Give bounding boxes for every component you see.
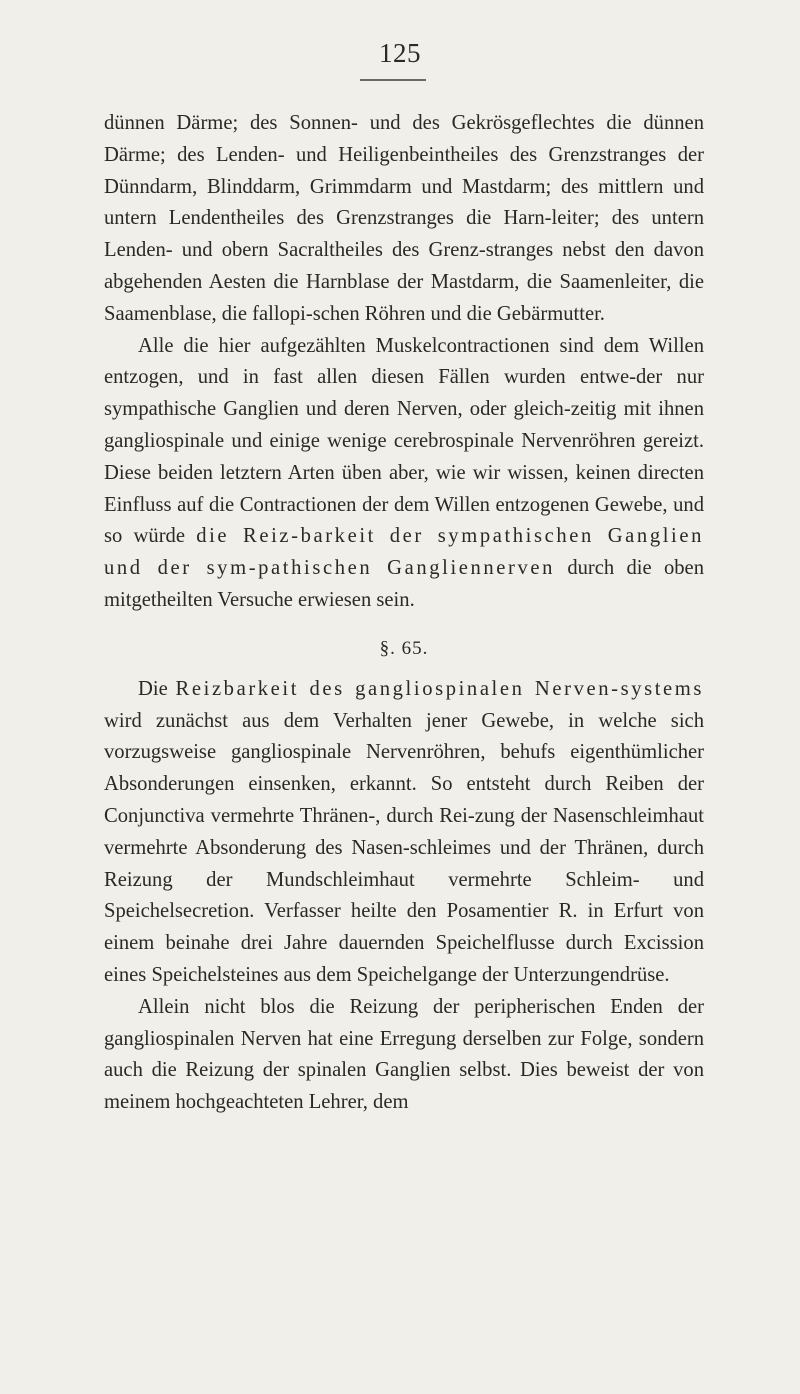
paragraph-2-emphasis: die Reiz-barkeit der sympathischen Ganglien und der sym-pathischen Gangliennerven xyxy=(104,525,704,580)
page-number: 125 xyxy=(379,38,421,68)
paragraph-2 xyxy=(104,331,704,617)
paragraph-2-text-b: durch die oben mitgetheilten Versuche erwiesen sein. xyxy=(104,557,704,611)
page-number-underline xyxy=(360,79,426,81)
paragraph-1: dünnen Därme; des Sonnen- und des Gekrösgeflechtes die dünnen Därme; des Lenden- und Heiligenbeintheiles des Grenzstranges der Dünndarm, Blinddarm, Grimmdarm und Mastdarm; des mittlern und untern Lendentheiles des Grenzstranges die Harn-leiter; des untern Lenden- und obern Sacraltheiles des Grenz-stranges nebst den davon abgehenden Aesten die Harnblase der Mastdarm, die Saamenleiter, die Saamenblase, die fallopi-schen Röhren und die Gebärmutter. xyxy=(104,112,704,325)
paragraph-3 xyxy=(104,674,704,992)
body-text xyxy=(104,108,704,1119)
section-heading: §. 65. xyxy=(379,637,429,659)
paragraph-3-text-b: wird zunächst aus dem Verhalten jener Gewebe, in welche sich vorzugsweise gangliospinale Nervenröhren, behufs eigenthümlicher Absonderungen einsenken, erkannt. So entsteht durch Reiben der Conjunctiva vermehrte Thränen-, durch Rei-zung der Nasenschleimhaut vermehrte Absonderung des Nasen-schleimes und der Thränen, durch Reizung der Mundschleimhaut vermehrte Schleim- und Speichelsecretion. Verfasser heilte den Posamentier R. in Erfurt von einem beinahe drei Jahre dauernden Speichelflusse durch Excission eines Speichelsteines aus dem Speichelgange der Unterzungendrüse. xyxy=(104,709,704,986)
paragraph-4: Allein nicht blos die Reizung der peripherischen Enden der gangliospinalen Nerven hat eine Erregung derselben zur Folge, sondern auch die Reizung der spinalen Ganglien selbst. Dies beweist der von meinem hochgeachteten Lehrer, dem xyxy=(104,995,704,1114)
paragraph-3-text-a: Die xyxy=(138,677,176,700)
paragraph-3-emphasis: Reizbarkeit des gangliospinalen Nerven-systems xyxy=(175,677,704,700)
paragraph-2-text-a: Alle die hier aufgezählten Muskelcontractionen sind dem Willen entzogen, und in fast allen diesen Fällen wurden entwe-der nur sympathische Ganglien und deren Nerven, oder gleich-zeitig mit ihnen gangliospinale und einige wenige cerebrospinale Nervenröhren gereizt. Diese beiden letztern Arten üben aber, wie wir wissen, keinen directen Einfluss auf die Contractionen der dem Willen entzogenen Gewebe, und so würde xyxy=(104,334,704,548)
